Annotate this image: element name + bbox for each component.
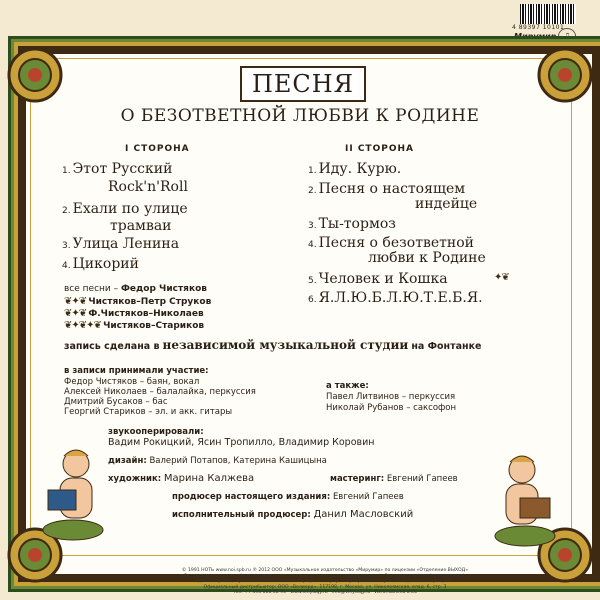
participant-line: Павел Литвинов – перкуссия bbox=[326, 392, 456, 402]
recording-line: запись сделана в независимой музыкальной студии на Фонтанке bbox=[64, 338, 482, 352]
track-list-item: индейце bbox=[415, 196, 478, 212]
corner-ornament-top-left bbox=[0, 40, 70, 110]
participant-line: Алексей Николаев – балалайка, перкуссия bbox=[64, 387, 256, 397]
track-list-item: Rock'n'Roll bbox=[108, 179, 188, 195]
title-box bbox=[240, 66, 366, 102]
songwriter-line: все песни – Федор Чистяков bbox=[64, 284, 207, 294]
producer-line: продюсер настоящего издания: Евгений Гапеев bbox=[172, 492, 404, 502]
participant-line: Дмитрий Бусаков – бас bbox=[64, 397, 168, 407]
track-list-item: 3. Ты-тормоз bbox=[308, 216, 396, 232]
side-2-heading: II СТОРОНА bbox=[345, 144, 414, 154]
cherub-reading-left bbox=[38, 442, 108, 542]
participant-line: Федор Чистяков – баян, вокал bbox=[64, 377, 200, 387]
track-list-item: 1. Иду. Курю. bbox=[308, 161, 402, 177]
track-list-item: 1. Этот Русский bbox=[62, 161, 173, 177]
barcode bbox=[520, 4, 576, 24]
label-mark-icon: ♫ bbox=[558, 28, 576, 44]
participant-line: Николай Рубанов – саксофон bbox=[326, 403, 457, 413]
artist-line: художник: Марина Калжева bbox=[108, 473, 255, 484]
track-list-item: 6. Я.Л.Ю.Б.Л.Ю.Т.Е.Б.Я. bbox=[308, 290, 483, 306]
legal-footer: © 1991 НОТЬ www.noi.spb.ru ℗ 2012 ООО «Музыкальное издательство «Мирумир» по лицензии «Отделение ВЫХОД» Все права защищены. Фонограмма предназначена для частного прослушивания. Воспроизведение (копирование), сдача в прокат, публичное исполнение и передача в эфир без разрешения правообладателя запрещены. Официальный дистрибьютор: ООО «Велиорд», 117198, г. Москва, ул. Николоямская, влад. 6, стр. 3 тел. +7 495 668 08 95 · www.vinyloqy.ru · info@vinyloqy.ru · Изготовлено в ЕС bbox=[181, 568, 469, 596]
ornament-icon: ❦✦❦✦❦ bbox=[64, 320, 104, 331]
songwriter-line: ❦✦❦✦❦ Чистяков–Стариков bbox=[64, 320, 205, 331]
track-list-item: трамваи bbox=[110, 218, 172, 234]
engineers-names: Вадим Рокицкий, Ясин Тропилло, Владимир Коровин bbox=[108, 437, 375, 448]
ornament-icon: ❦✦❦ bbox=[64, 296, 89, 307]
track-list-item: 2. Песня о настоящем bbox=[308, 181, 466, 197]
songwriter-line: ❦✦❦ Ф.Чистяков–Николаев bbox=[64, 308, 204, 319]
mastering-line: мастеринг: Евгений Гапеев bbox=[330, 474, 458, 484]
side-1-heading: I СТОРОНА bbox=[125, 144, 190, 154]
track-list-item: 2. Ехали по улице bbox=[62, 201, 188, 217]
design-line: дизайн: Валерий Потапов, Катерина Кашицына bbox=[108, 456, 327, 466]
participants-heading: в записи принимали участие: bbox=[64, 366, 209, 376]
track-list-item: любви к Родине bbox=[368, 250, 486, 266]
participant-line: Георгий Стариков – эл. и акк. гитары bbox=[64, 407, 233, 417]
album-title: ПЕСНЯ bbox=[251, 70, 355, 98]
songwriter-line: ❦✦❦ Чистяков–Петр Струков bbox=[64, 296, 212, 307]
top-strip bbox=[0, 0, 600, 42]
album-subtitle: О БЕЗОТВЕТНОЙ ЛЮБВИ К РОДИНЕ bbox=[120, 106, 480, 126]
track-list-item: 3. Улица Ленина bbox=[62, 236, 180, 252]
engineers-heading: звукооперировали: bbox=[108, 427, 204, 437]
cherub-reading-right bbox=[490, 448, 560, 548]
ornament-icon: ❦✦❦ bbox=[64, 308, 89, 319]
corner-ornament-top-right bbox=[530, 40, 600, 110]
barcode-number: 4 89397 10101 bbox=[512, 24, 565, 31]
label-logo: Мирумир bbox=[514, 32, 557, 41]
also-heading: а также: bbox=[326, 381, 369, 391]
track-list-item: 4. Песня о безответной bbox=[308, 235, 474, 251]
exec-producer-line: исполнительный продюсер: Данил Масловский bbox=[172, 509, 414, 520]
ornament-icon: ✦❦ bbox=[494, 272, 509, 283]
track-list-item: 4. Цикорий bbox=[62, 256, 139, 272]
track-list-item: 5. Человек и Кошка bbox=[308, 271, 448, 287]
